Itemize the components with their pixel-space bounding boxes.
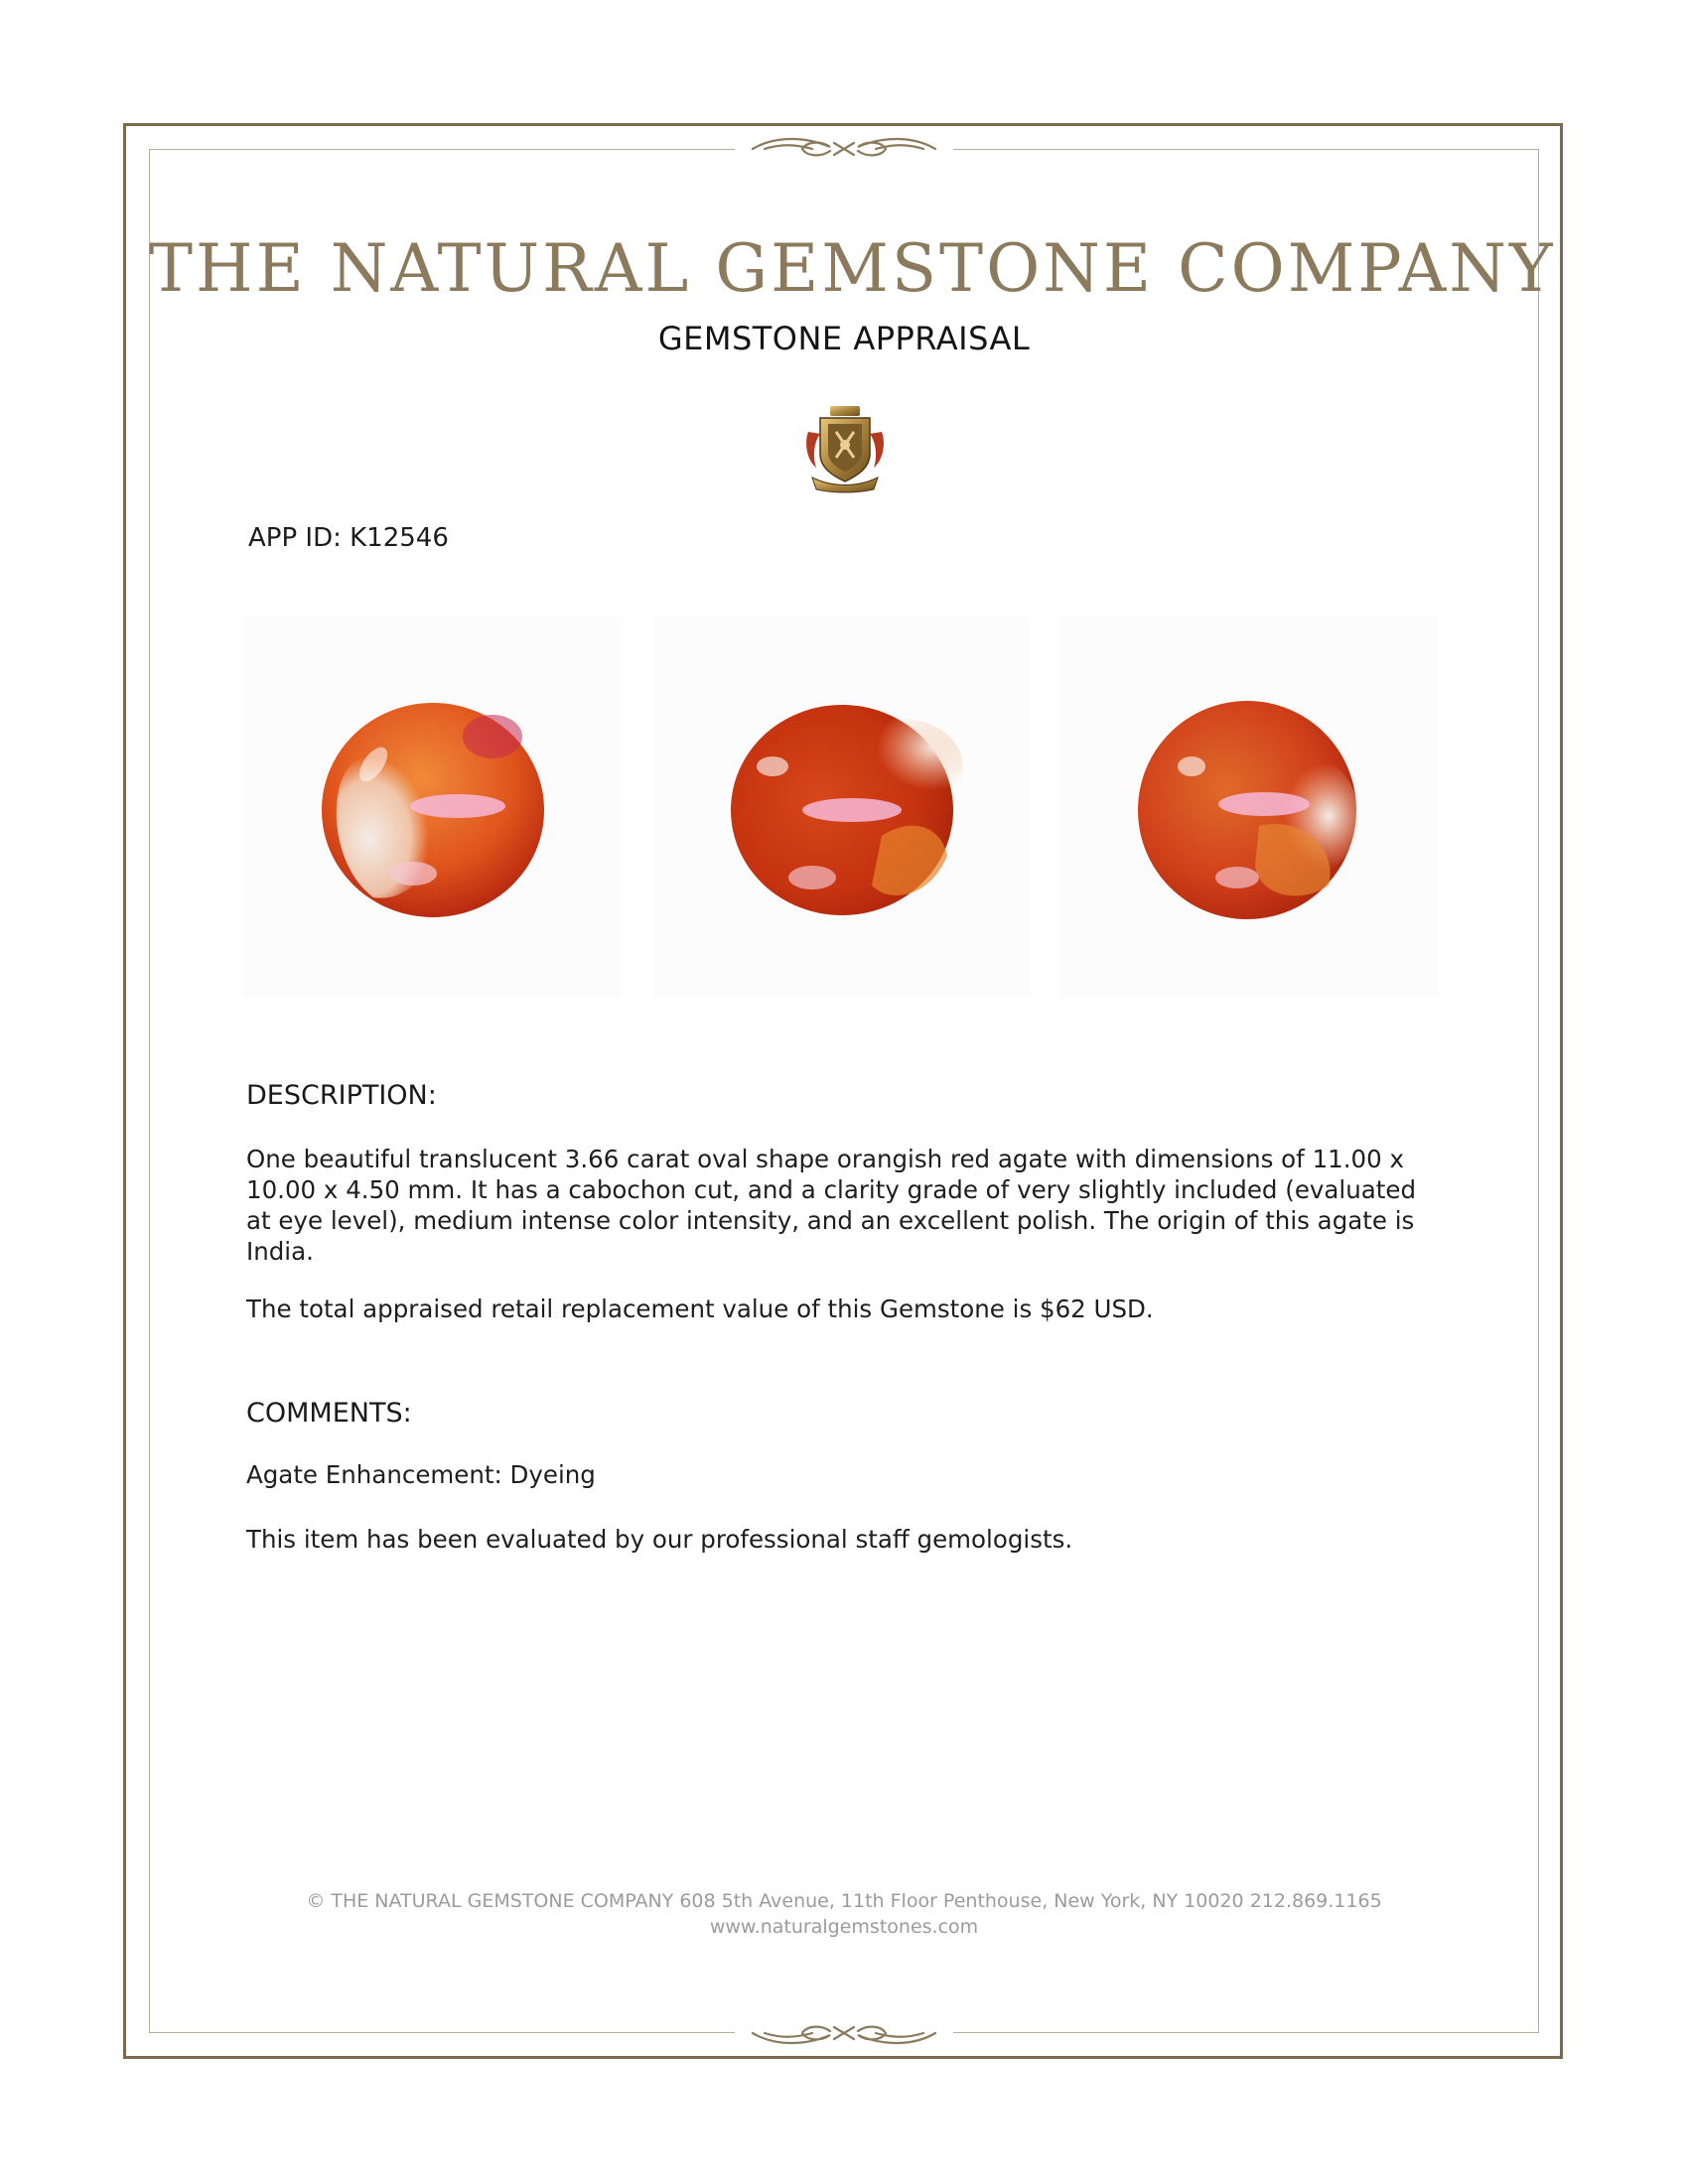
top-ornament <box>735 132 953 166</box>
footer-website: www.naturalgemstones.com <box>709 1916 979 1938</box>
description-heading: DESCRIPTION: <box>246 1080 437 1111</box>
app-id: APP ID: K12546 <box>248 523 449 553</box>
comments-heading: COMMENTS: <box>246 1398 412 1429</box>
enhancement-comment: Agate Enhancement: Dyeing <box>246 1460 596 1489</box>
gemstone-photo-1 <box>244 617 622 997</box>
bottom-ornament <box>735 2016 953 2050</box>
appraised-value-statement: The total appraised retail replacement value of this Gemstone is $62 USD. <box>246 1295 1154 1323</box>
company-crest-logo <box>802 402 888 493</box>
gemstone-photo-2 <box>653 617 1031 997</box>
gemstone-photo-3 <box>1060 617 1438 997</box>
document-title: GEMSTONE APPRAISAL <box>657 320 1031 357</box>
company-name: THE NATURAL GEMSTONE COMPANY <box>149 230 1556 307</box>
footer-address: © THE NATURAL GEMSTONE COMPANY 608 5th Avenue, 11th Floor Penthouse, New York, NY 10020 212.869.1165 <box>306 1890 1382 1912</box>
description-text: One beautiful translucent 3.66 carat oval shape orangish red agate with dimensions of 11.00 x 10.00 x 4.50 mm. It has a cabochon cut, and a clarity grade of very slightly included (evaluated at eye level), medium intense color intensity, and an excellent polish. The origin of this agate is India. <box>246 1145 1416 1266</box>
evaluation-comment: This item has been evaluated by our professional staff gemologists. <box>246 1525 1073 1554</box>
